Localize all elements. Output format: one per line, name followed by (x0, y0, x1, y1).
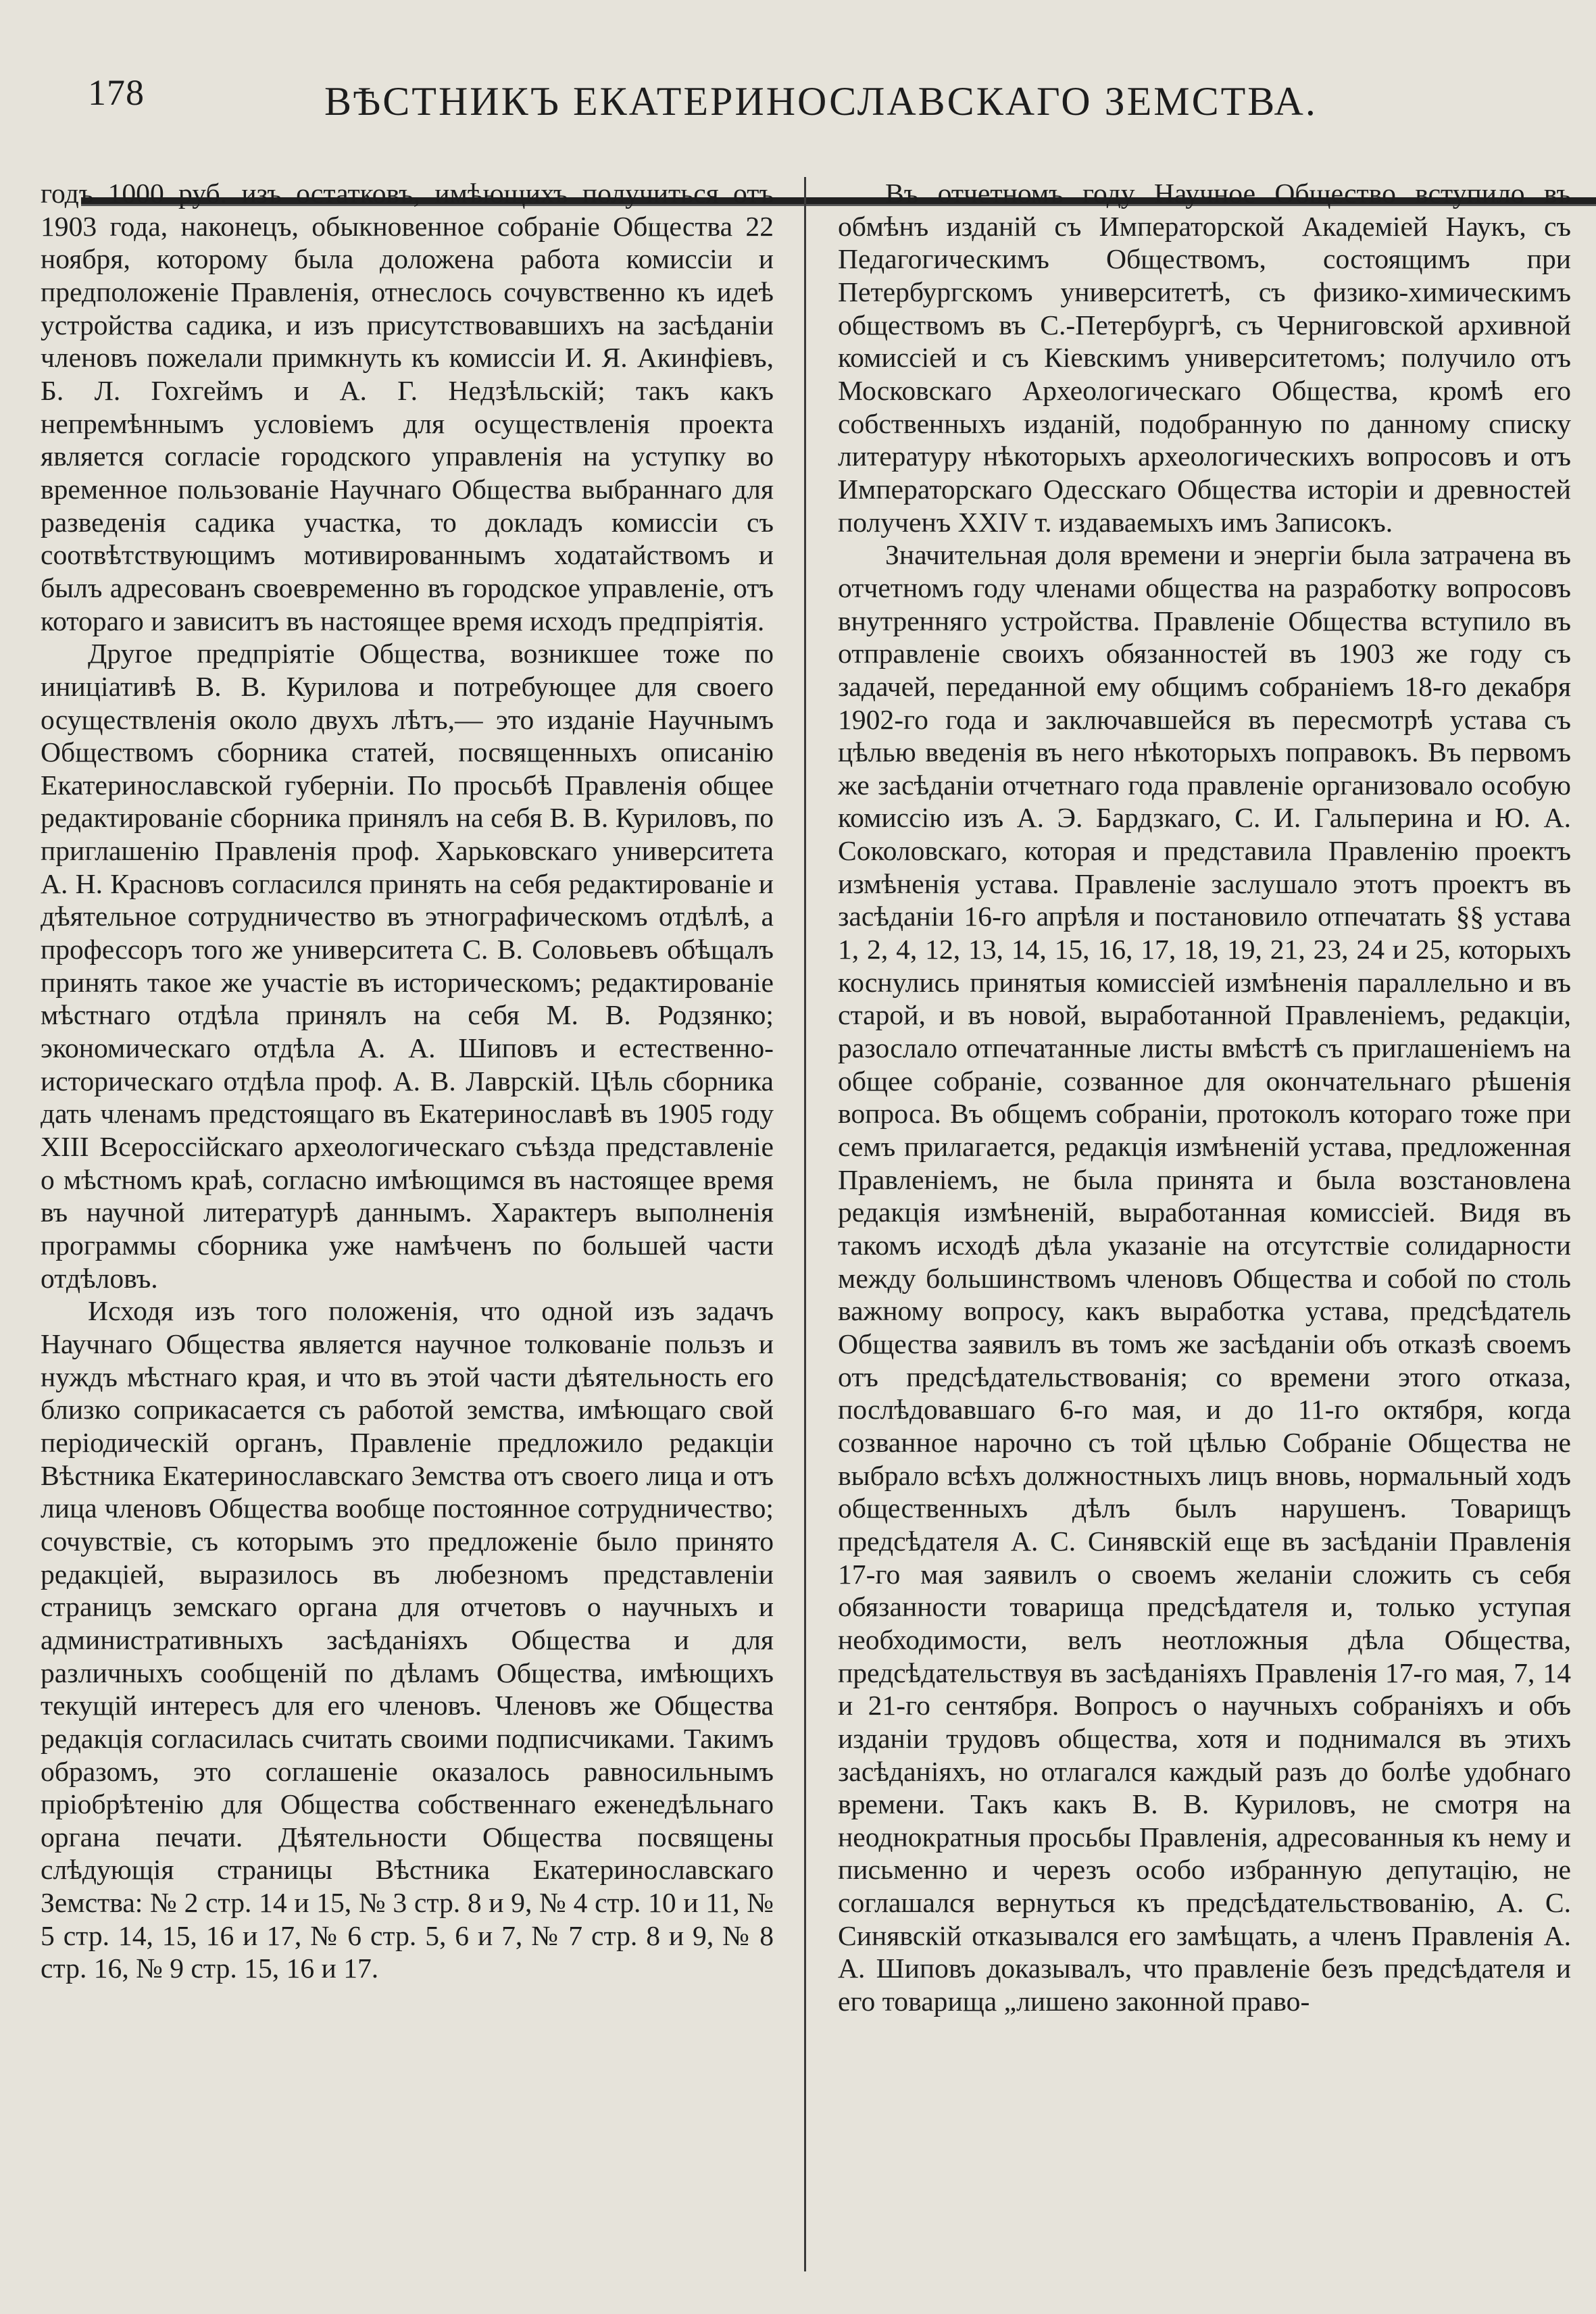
paragraph: Исходя изъ того положенія, что одной изъ задачъ Научнаго Общества является научное толкованіе пользъ и нуждъ мѣстнаго края, и что въ этой части дѣятельность его близко соприкасается съ работой земства, имѣющаго свой періодическій органъ, Правленіе предложило редакціи Вѣстника Екатеринославскаго Земства отъ своего лица и отъ лица членовъ Общества вообще постоянное сотрудничество; сочувствіе, съ которымъ это предложеніе было принято редакціей, выразилось въ любезномъ представленіи страницъ земскаго органа для отчетовъ о научныхъ и административныхъ засѣданіяхъ Общества и для различныхъ сообщеній по дѣламъ Общества, имѣющихъ текущій интересъ для его членовъ. Членовъ же Общества редакція согласилась считать своими подписчиками. Такимъ образомъ, это соглашеніе оказалось равносильнымъ пріобрѣтенію для Общества собственнаго еженедѣльнаго органа печати. Дѣятельности Общества посвящены слѣдующія страницы Вѣстника Екатеринославскаго Земства: № 2 стр. 14 и 15, № 3 стр. 8 и 9, № 4 стр. 10 и 11, № 5 стр. 14, 15, 16 и 17, № 6 стр. 5, 6 и 7, № 7 стр. 8 и 9, № 8 стр. 16, № 9 стр. 15, 16 и 17. (41, 1295, 774, 1984)
left-column (41, 177, 774, 1985)
paragraph: Въ отчетномъ году Научное Общество вступило въ обмѣнъ изданій съ Императорской Академіей Наукъ, съ Педагогическимъ Обществомъ, состоящимъ при Петербургскомъ университетѣ, съ физико-химическимъ обществомъ въ С.-Петербургѣ, съ Черниговской архивной комиссіей и съ Кіевскимъ университетомъ; получило отъ Московскаго Археологическаго Общества, кромѣ его собственныхъ изданій, подобранную по данному списку литературу нѣкоторыхъ археологическихъ вопросовъ и отъ Императорскаго Одесскаго Общества исторіи и древностей полученъ XXIV т. издаваемыхъ имъ Записокъ. (838, 178, 1571, 538)
page-header (81, 68, 1534, 142)
right-column (838, 177, 1571, 2018)
paragraph: Значительная доля времени и энергіи была затрачена въ отчетномъ году членами общества на разработку вопросовъ внутренняго устройства. Правленіе Общества вступило въ отправленіе своихъ обязанностей въ 1903 же году съ задачей, переданной ему общимъ собраніемъ 18-го декабря 1902-го года и заключавшейся въ пересмотрѣ устава съ цѣлью введенія въ него нѣкоторыхъ поправокъ. Въ первомъ же засѣданіи отчетнаго года правленіе организовало особую комиссію изъ А. Э. Бардзкаго, С. И. Гальперина и Ю. А. Соколовскаго, которая и представила Правленію проектъ измѣненія устава. Правленіе заслушало этотъ проектъ въ засѣданіи 16-го апрѣля и постановило отпечатать §§ устава 1, 2, 4, 12, 13, 14, 15, 16, 17, 18, 19, 21, 23, 24 и 25, которыхъ коснулись принятыя комиссіей измѣненія параллельно и въ старой, и въ новой, выработанной Правленіемъ, редакціи, разослало отпечатанные листы вмѣстѣ съ приглашеніемъ на общее собраніе, созванное для окончательнаго рѣшенія вопроса. Въ общемъ собраніи, протоколъ котораго тоже при семъ прилагается, редакція измѣненій устава, предложенная Правленіемъ, не была принята и была возстановлена редакція измѣненій, выработанная комиссіей. Видя въ такомъ исходѣ дѣла указаніе на отсутствіе солидарности между большинствомъ членовъ Общества и собой по столь важному вопросу, какъ выработка устава, предсѣдатель Общества заявилъ въ томъ же засѣданіи объ отказѣ своемъ отъ предсѣдательствованія; со времени этого отказа, послѣдовавшаго 6-го мая, и до 11-го октября, когда созванное нарочно съ той цѣлью Собраніе Общества не выбрало всѣхъ должностныхъ лицъ вновь, нормальный ходъ общественныхъ дѣлъ былъ нарушенъ. Товарищъ предсѣдателя А. С. Синявскій еще въ засѣданіи Правленія 17-го мая заявилъ о своемъ желаніи сложить съ себя обязанности товарища предсѣдателя и, только уступая необходимости, велъ неотложныя дѣла Общества, предсѣдательствуя въ засѣданіяхъ Правленія 17-го мая, 7, 14 и 21-го сентября. Вопросъ о научныхъ собраніяхъ и объ изданіи трудовъ общества, хотя и поднимался въ этихъ засѣданіяхъ, но отлагался каждый разъ до болѣе удобнаго времени. Такъ какъ В. В. Куриловъ, не смотря на неоднократныя просьбы Правленія, адресованныя къ нему и письменно и черезъ особо избранную депутацію, не соглашался вернуться къ предсѣдательствованію, А. С. Синявскій отказывался его замѣщать, а членъ Правленія А. А. Шиповъ доказывалъ, что правленіе безъ предсѣдателя и его товарища „лишено законной право- (838, 539, 1571, 2017)
paragraph: Другое предпріятіе Общества, возникшее тоже по иниціативѣ В. В. Курилова и потребующее для своего осуществленія около двухъ лѣтъ,— это изданіе Научнымъ Обществомъ сборника статей, посвященныхъ описанію Екатеринославской губерніи. По просьбѣ Правленія общее редактированіе сборника принялъ на себя В. В. Куриловъ, по приглашенію Правленія проф. Харьковскаго университета А. Н. Красновъ согласился принять на себя редактированіе и дѣятельное сотрудничество въ этнографическомъ отдѣлѣ, а профессоръ того же университета С. В. Соловьевъ обѣщалъ принять такое же участіе въ историческомъ; редактированіе мѣстнаго отдѣла принялъ на себя М. В. Родзянко; экономическаго отдѣла А. А. Шиповъ и естественно-историческаго отдѣла проф. А. В. Лаврскій. Цѣль сборника дать членамъ предстоящаго въ Екатеринославѣ въ 1905 году XIII Всероссійскаго археологическаго съѣзда представленіе о мѣстномъ краѣ, согласно имѣющимся въ настоящее время въ научной литературѣ даннымъ. Характеръ выполненія программы сборника уже намѣченъ по большей части отдѣловъ. (41, 638, 774, 1294)
text-columns (41, 177, 1571, 2271)
page-number: 178 (88, 72, 145, 113)
running-title: ВѢСТНИКЪ ЕКАТЕРИНОСЛАВСКАГО ЗЕМСТВА. (324, 79, 1318, 124)
paragraph: годъ 1000 руб. изъ остатковъ, имѣющихъ получиться отъ 1903 года, наконецъ, обыкновенное собраніе Общества 22 ноября, которому была доложена работа комиссіи и предположеніе Правленія, отнеслось сочувственно къ идеѣ устройства садика, и изъ присутствовавшихъ на засѣданіи членовъ пожелали примкнуть къ комиссіи И. Я. Акинфіевъ, Б. Л. Гохгеймъ и А. Г. Недзѣльскій; такъ какъ непремѣннымъ условіемъ для осуществленія проекта является согласіе городского управленія на уступку во временное пользованіе Научнаго Общества выбраннаго для разведенія садика участка, то докладъ комиссіи съ соотвѣтствующимъ мотивированнымъ ходатайствомъ и былъ адресованъ своевременно въ городское управленіе, отъ котораго и зависитъ въ настоящее время исходъ предпріятія. (41, 178, 774, 636)
column-divider (804, 177, 806, 2271)
